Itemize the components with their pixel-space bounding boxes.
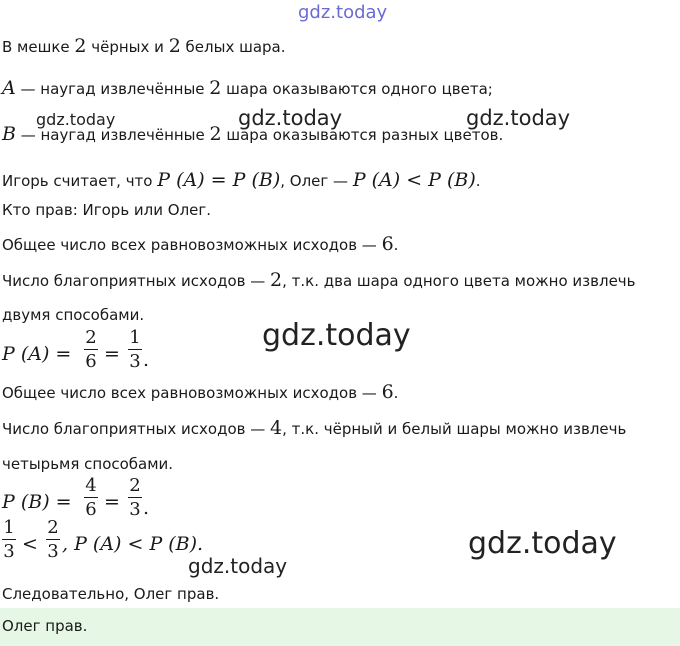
number: 2: [209, 77, 222, 99]
favorable-outcomes-a-cont: двумя способами.: [2, 306, 145, 324]
number: 6: [381, 233, 394, 255]
text: .: [475, 172, 481, 190]
text: , т.к. два шара одного цвета можно извлечь: [282, 272, 636, 290]
numerator: 2: [129, 475, 141, 496]
text: Число благоприятных исходов —: [2, 272, 271, 290]
fraction: [84, 328, 98, 372]
number: 2: [270, 269, 283, 291]
comparison-expression: , P (A) < P (B).: [62, 533, 204, 555]
number: 4: [270, 417, 283, 439]
text: , т.к. чёрный и белый шары можно извлечь: [282, 420, 627, 438]
event-a-definition: [2, 78, 493, 99]
less-than-sign: <: [22, 533, 38, 555]
claim-line: [2, 170, 481, 191]
text: белых шара.: [180, 38, 286, 56]
denominator: 3: [129, 351, 141, 372]
number: 6: [381, 381, 394, 403]
text: В мешке: [2, 38, 75, 56]
favorable-outcomes-a: [2, 270, 636, 291]
text: Общее число всех равновозможных исходов —: [2, 384, 382, 402]
formula: P (A) < P (B): [352, 169, 476, 191]
denominator: 3: [47, 541, 59, 562]
conclusion-line: Следовательно, Олег прав.: [2, 585, 220, 603]
number: 2: [168, 35, 181, 57]
watermark-large: gdz.today: [262, 318, 411, 353]
denominator: 6: [85, 499, 97, 520]
denominator: 6: [85, 351, 97, 372]
variable: B: [2, 123, 16, 145]
text: , Олег —: [280, 172, 353, 190]
fraction: [128, 328, 142, 372]
fraction: [128, 476, 142, 520]
favorable-outcomes-b: [2, 418, 626, 439]
watermark-top: gdz.today: [298, 2, 388, 23]
total-outcomes-a: [2, 234, 398, 255]
text: .: [393, 236, 399, 254]
text: Число благоприятных исходов —: [2, 420, 271, 438]
numerator: 1: [3, 517, 15, 538]
watermark: gdz.today: [238, 106, 343, 130]
equals-sign: =: [104, 491, 120, 513]
period: .: [143, 349, 150, 371]
equals-sign: =: [104, 343, 120, 365]
text: шара оказываются одного цвета;: [221, 80, 493, 98]
favorable-outcomes-b-cont: четырьмя способами.: [2, 455, 174, 473]
text: чёрных и: [86, 38, 169, 56]
watermark: gdz.today: [466, 106, 571, 130]
formula-lhs: P (A) =: [2, 343, 72, 365]
number: 2: [74, 35, 87, 57]
fraction: [84, 476, 98, 520]
period: .: [143, 497, 150, 519]
text: Игорь считает, что: [2, 172, 158, 190]
numerator: 1: [129, 327, 141, 348]
question-line: Кто прав: Игорь или Олег.: [2, 201, 212, 219]
text: Общее число всех равновозможных исходов —: [2, 236, 382, 254]
variable: A: [2, 77, 16, 99]
text: .: [393, 384, 399, 402]
probability-a-formula: [2, 344, 71, 365]
text: шара оказываются разных цветов.: [221, 126, 504, 144]
denominator: 3: [129, 499, 141, 520]
probability-b-formula: [2, 492, 72, 513]
problem-statement: [2, 36, 286, 57]
text: — наугад извлечённые: [15, 80, 210, 98]
watermark: gdz.today: [36, 110, 116, 129]
total-outcomes-b: [2, 382, 398, 403]
answer-text: Олег прав.: [2, 617, 88, 635]
answer-box: [0, 608, 680, 646]
numerator: 4: [85, 475, 97, 496]
watermark: gdz.today: [188, 554, 288, 578]
text: — наугад извлечённые: [15, 126, 210, 144]
event-b-definition: [2, 124, 503, 145]
fraction: [46, 518, 60, 562]
fraction: [2, 518, 16, 562]
number: 2: [209, 123, 222, 145]
formula: P (A) = P (B): [157, 169, 281, 191]
numerator: 2: [47, 517, 59, 538]
watermark-large: gdz.today: [468, 526, 617, 561]
numerator: 2: [85, 327, 97, 348]
denominator: 3: [3, 541, 15, 562]
formula-lhs: P (B) =: [2, 491, 72, 513]
